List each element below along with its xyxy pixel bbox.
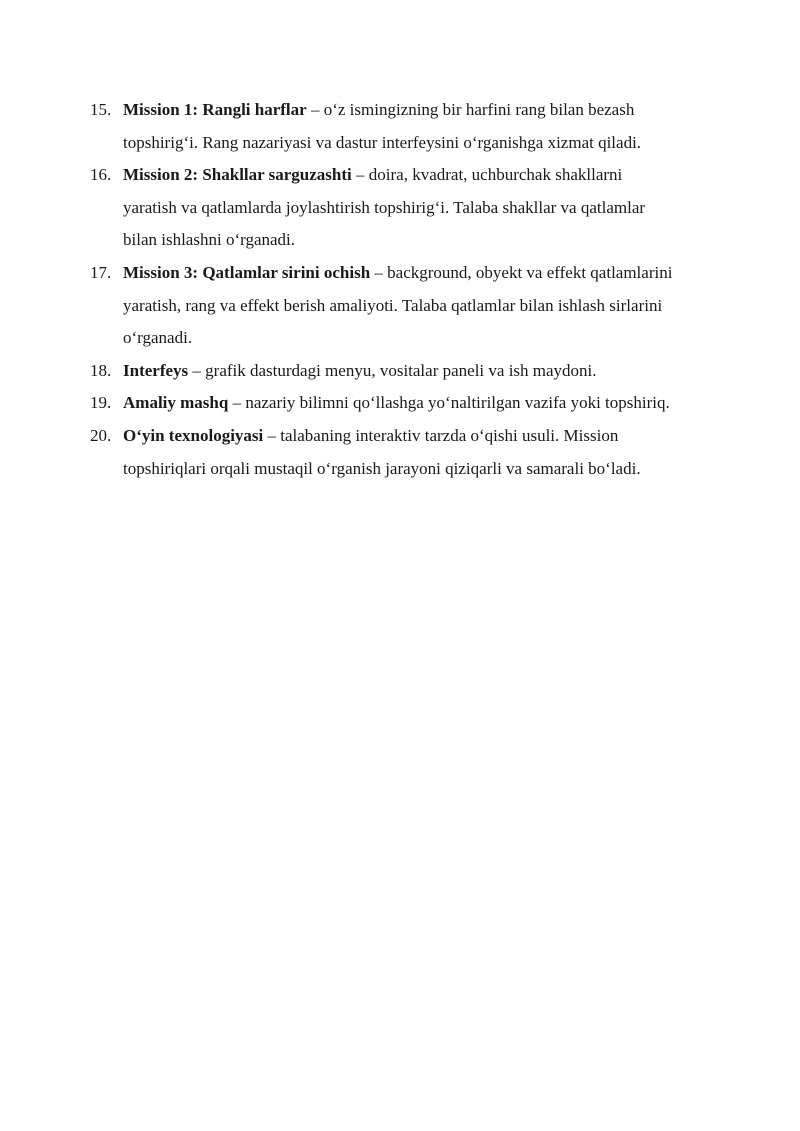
entry-continuation-line: yaratish, rang va effekt berish amaliyoti. Talaba qatlamlar bilan ishlash sirlarini	[123, 295, 663, 315]
glossary-entry-17	[90, 257, 740, 355]
entry-first-line	[123, 420, 740, 453]
entry-number: 19.	[90, 393, 112, 413]
entry-first-line	[123, 355, 740, 388]
entry-term: Mission 2: Shakllar sarguzashti	[123, 165, 352, 185]
entry-first-line	[123, 257, 740, 290]
entry-definition-start: – o‘z ismingizning bir harfini rang bilan bezash	[306, 100, 635, 119]
entry-continuation-line: topshiriqlari orqali mustaqil o‘rganish jarayoni qiziqarli va samarali bo‘ladi.	[123, 458, 641, 478]
entry-definition-start: – doira, kvadrat, uchburchak shakllarni	[351, 165, 623, 185]
entry-continuation-line: bilan ishlashni o‘rganadi.	[123, 230, 296, 250]
entry-definition-start: – grafik dasturdagi menyu, vositalar paneli va ish maydoni.	[188, 360, 597, 380]
entry-definition-start: – background, obyekt va effekt qatlamlarini	[370, 262, 673, 282]
entry-number: 16.	[90, 165, 112, 185]
entry-number: 15.	[90, 100, 112, 119]
entry-term: O‘yin texnologiyasi	[123, 425, 264, 445]
entry-first-line	[123, 387, 740, 420]
entry-continuation-line: yaratish va qatlamlarda joylashtirish topshirig‘i. Talaba shakllar va qatlamlar	[123, 197, 646, 217]
entry-number: 18.	[90, 360, 112, 380]
entry-term: Mission 3: Qatlamlar sirini ochish	[123, 262, 371, 282]
entry-term: Interfeys	[123, 360, 189, 380]
entry-term: Mission 1: Rangli harflar	[123, 100, 307, 119]
glossary-entry-19	[90, 387, 740, 420]
entry-definition-start: – talabaning interaktiv tarzda o‘qishi usuli. Mission	[263, 425, 619, 445]
glossary-entry-18	[90, 355, 740, 388]
entry-first-line	[123, 94, 740, 127]
glossary-entry-15	[90, 94, 740, 159]
glossary-entry-20	[90, 420, 740, 485]
glossary-entry-16	[90, 159, 740, 257]
entry-continuation-line: o‘rganadi.	[123, 328, 193, 348]
entry-term: Amaliy mashq	[123, 393, 229, 413]
entry-continuation-line: topshirig‘i. Rang nazariyasi va dastur interfeysini o‘rganishga xizmat qiladi.	[123, 132, 642, 152]
glossary-list	[90, 94, 740, 485]
entry-number: 20.	[90, 425, 112, 445]
entry-number: 17.	[90, 262, 112, 282]
entry-definition-start: – nazariy bilimni qo‘llashga yo‘naltirilgan vazifa yoki topshiriq.	[228, 393, 670, 413]
entry-first-line	[123, 159, 740, 192]
